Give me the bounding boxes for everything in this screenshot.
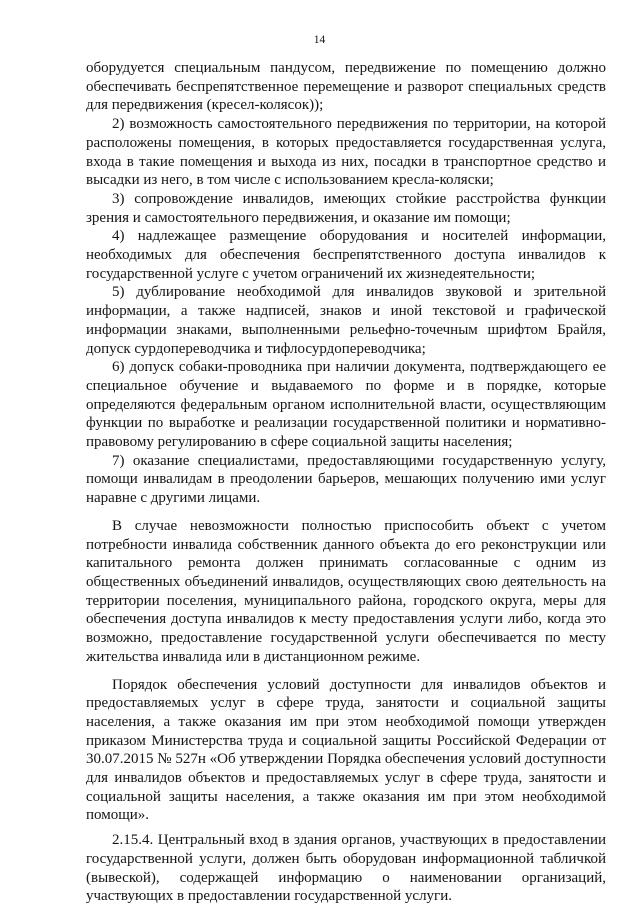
- paragraph-item-7: 7) оказание специалистами, предоставляющими государственную услугу, помощи инвалидам в преодолении барьеров, мешающих получению ими услуг наравне с другими лицами.: [86, 452, 606, 507]
- paragraph-accessibility-order: Порядок обеспечения условий доступности для инвалидов объектов и предоставляемых услуг в сфере труда, занятости и социальной защиты населения, а также оказания им при этом необходимой помощи утвержден приказом Министерства труда и социальной защиты Российской Федерации от 30.07.2015 № 527н «Об утверждении Порядка обеспечения условий доступности для инвалидов объектов и предоставляемых услуг в сфере труда, занятости и социальной защиты населения, а также оказания им при этом необходимой помощи».: [86, 676, 606, 824]
- paragraph-item-5: 5) дублирование необходимой для инвалидов звуковой и зрительной информации, а также надписей, знаков и иной текстовой и графической информации знаками, выполненными рельефно-точечным шрифтом Брайля, допуск сурдопереводчика и тифлосурдопереводчика;: [86, 284, 606, 357]
- paragraph-2-15-4: 2.15.4. Центральный вход в здания органов, участвующих в предоставлении государственной услуги, должен быть оборудован информационной табличкой (вывеской), содержащей информацию о наименовании организаций, участвующих в предоставлении государственной услуги.: [86, 832, 606, 905]
- paragraph-item-3: 3) сопровождение инвалидов, имеющих стойкие расстройства функции зрения и самостоятельного передвижения, и оказание им помощи;: [86, 190, 606, 226]
- paragraph-item-4: 4) надлежащее размещение оборудования и носителей информации, необходимых для обеспечения беспрепятственного доступа инвалидов к государственной услуге с учетом ограничений их жизнедеятельности;: [86, 228, 606, 282]
- paragraph-continuation: оборудуется специальным пандусом, передвижение по помещению должно обеспечивать беспрепятственное перемещение и разворот специальных средств для передвижения (кресел-колясок));: [86, 60, 606, 114]
- document-body: [86, 59, 606, 906]
- paragraph-item-2: 2) возможность самостоятельного передвижения по территории, на которой расположены помещения, в которых предоставляется государственная услуга, входа в такие помещения и выхода из них, посадки в транспортное средство и высадки из него, в том числе с использованием кресла-коляски;: [86, 116, 606, 189]
- paragraph-impossibility: В случае невозможности полностью приспособить объект с учетом потребности инвалида собственник данного объекта до его реконструкции или капитального ремонта должен принимать согласованные с одним из общественных объединений инвалидов, осуществляющих свою деятельность на территории поселения, муниципального района, городского округа, меры для обеспечения доступа инвалидов к месту предоставления услуги либо, когда это возможно, предоставление государственной услуги обеспечивается по месту жительства инвалида или в дистанционном режиме.: [86, 517, 606, 665]
- paragraph-item-6: 6) допуск собаки-проводника при наличии документа, подтверждающего ее специальное обучение и выдаваемого по форме и в порядке, которые определяются федеральным органом исполнительной власти, осуществляющим функции по выработке и реализации государственной политики и нормативно-правовому регулированию в сфере социальной защиты населения;: [86, 359, 606, 451]
- page-number: 14: [313, 34, 326, 46]
